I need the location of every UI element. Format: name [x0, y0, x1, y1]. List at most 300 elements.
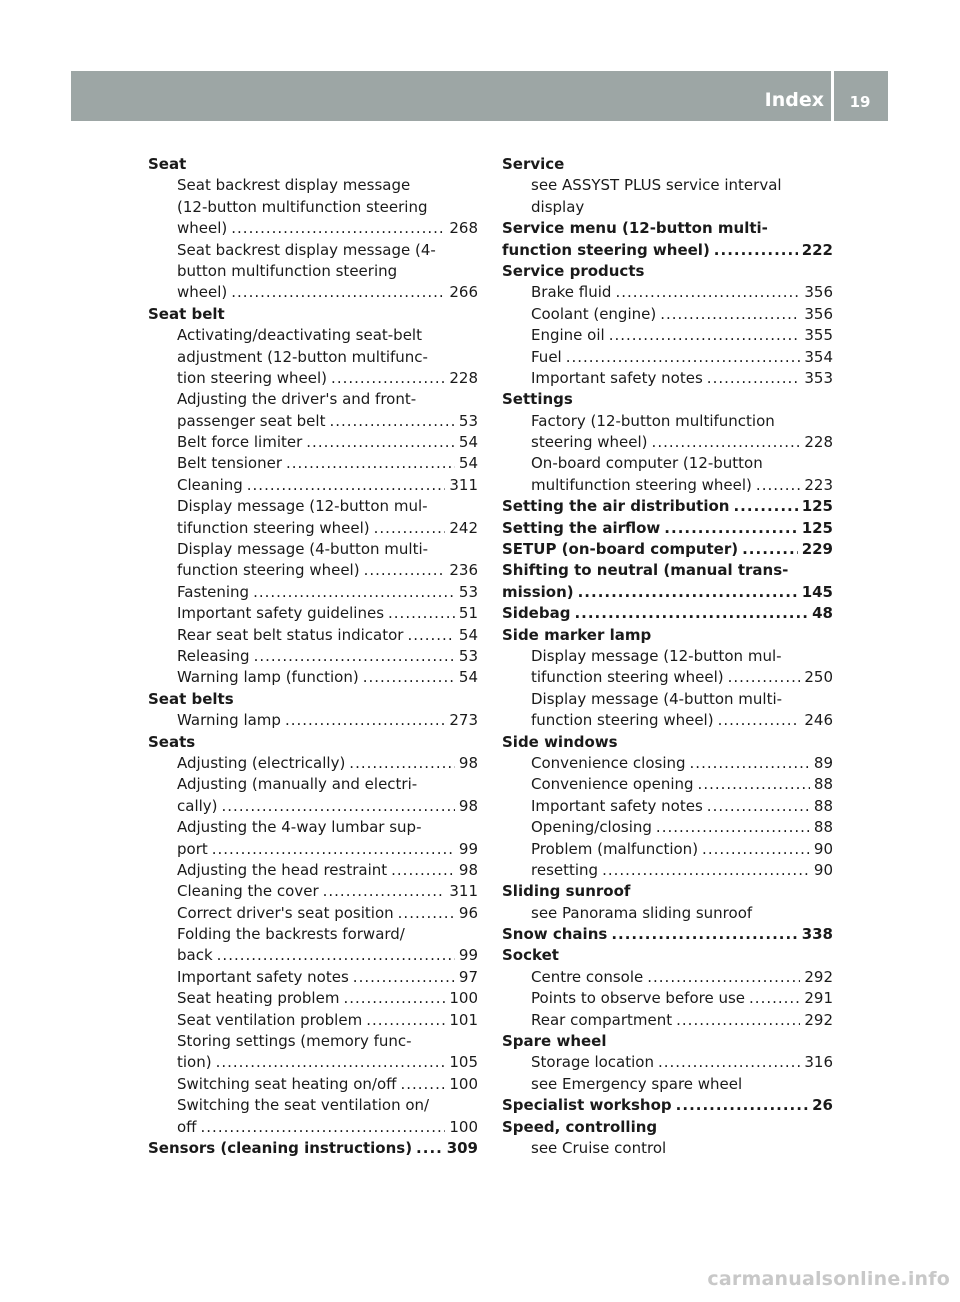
index-heading: [502, 518, 833, 539]
index-subentry: [502, 860, 833, 881]
index-subentry: [502, 753, 833, 774]
index-subentry: [148, 496, 478, 517]
leader-dots: [566, 347, 801, 368]
leader-dots: [364, 560, 446, 581]
index-subentry: [502, 646, 833, 667]
entry-text: tifunction steering wheel): [531, 668, 724, 687]
entry-text: Switching seat heating on/off: [177, 1074, 397, 1093]
index-heading: [502, 240, 833, 261]
index-subentry: [502, 1074, 833, 1095]
index-subentry: [148, 924, 478, 945]
entry-text: Seat belts: [148, 689, 234, 708]
index-subentry: [148, 1010, 478, 1031]
page-reference: 98: [458, 860, 478, 879]
leader-dots: [285, 710, 445, 731]
entry-text: Rear compartment: [531, 1010, 673, 1029]
index-heading: [502, 1031, 833, 1052]
leader-dots: [400, 1074, 445, 1095]
leader-dots: [749, 988, 800, 1009]
page-reference: 53: [458, 582, 478, 601]
index-subentry: [148, 347, 478, 368]
leader-dots: [702, 839, 810, 860]
entry-text: Convenience closing: [531, 753, 686, 772]
leader-dots: [676, 1095, 808, 1116]
entry-text: cally): [177, 796, 218, 815]
entry-text: button multifunction steering: [177, 261, 398, 280]
page-reference: 53: [458, 411, 478, 430]
entry-text: Fastening: [177, 582, 250, 601]
index-subentry: [148, 218, 478, 239]
index-subentry: [148, 1074, 478, 1095]
index-subentry: [148, 197, 478, 218]
index-heading: [502, 560, 833, 581]
index-subentry: [148, 282, 478, 303]
leader-dots: [306, 432, 455, 453]
leader-dots: [398, 903, 455, 924]
entry-text: Display message (4-button multi-: [177, 540, 429, 559]
entry-text: wheel): [177, 219, 228, 238]
index-heading: [502, 261, 833, 282]
entry-text: see Panorama sliding sunroof: [531, 903, 753, 922]
entry-text: multifunction steering wheel): [531, 475, 752, 494]
entry-text: Socket: [502, 946, 559, 965]
leader-dots: [216, 1052, 446, 1073]
entry-text: Storing settings (memory func-: [177, 1032, 412, 1051]
entry-text: Sensors (cleaning instructions): [148, 1138, 413, 1157]
leader-dots: [652, 432, 801, 453]
leader-dots: [391, 860, 455, 881]
entry-text: resetting: [531, 860, 599, 879]
index-subentry: [148, 667, 478, 688]
index-subentry: [148, 475, 478, 496]
entry-text: function steering wheel): [531, 711, 714, 730]
entry-text: Cleaning the cover: [177, 882, 319, 901]
index-heading: [148, 304, 478, 325]
entry-text: passenger seat belt: [177, 411, 326, 430]
leader-dots: [707, 368, 801, 389]
entry-text: adjustment (12-button multifunc-: [177, 347, 428, 366]
index-subentry: [502, 197, 833, 218]
entry-text: see Emergency spare wheel: [531, 1074, 743, 1093]
index-heading: [502, 732, 833, 753]
entry-text: Releasing: [177, 646, 250, 665]
index-subentry: [148, 839, 478, 860]
entry-text: Warning lamp: [177, 711, 281, 730]
entry-text: Seat backrest display message: [177, 176, 411, 195]
leader-dots: [366, 1010, 445, 1031]
index-subentry: [148, 560, 478, 581]
entry-text: Sliding sunroof: [502, 882, 631, 901]
leader-dots: [231, 218, 445, 239]
index-heading: [502, 603, 833, 624]
index-subentry: [148, 1052, 478, 1073]
leader-dots: [578, 582, 798, 603]
entry-text: Service menu (12-button multi-: [502, 219, 768, 238]
entry-text: Convenience opening: [531, 775, 694, 794]
page-reference: 242: [449, 518, 478, 537]
index-subentry: [148, 432, 478, 453]
entry-text: Important safety notes: [531, 796, 703, 815]
entry-text: Sidebag: [502, 604, 571, 623]
leader-dots: [742, 539, 798, 560]
page-reference: 316: [804, 1053, 833, 1072]
leader-dots: [714, 240, 798, 261]
index-heading: [502, 625, 833, 646]
entry-text: function steering wheel): [177, 561, 360, 580]
index-subentry: [502, 347, 833, 368]
entry-text: Spare wheel: [502, 1032, 607, 1051]
leader-dots: [416, 1138, 443, 1159]
page-reference: 54: [458, 433, 478, 452]
leader-dots: [698, 774, 810, 795]
entry-text: Settings: [502, 390, 573, 409]
index-heading: [502, 924, 833, 945]
entry-text: wheel): [177, 283, 228, 302]
entry-text: Storage location: [531, 1053, 654, 1072]
leader-dots: [574, 603, 808, 624]
entry-text: Folding the backrests forward/: [177, 925, 405, 944]
index-heading: [148, 154, 478, 175]
leader-dots: [658, 1052, 800, 1073]
index-heading: [502, 881, 833, 902]
index-subentry: [148, 1031, 478, 1052]
entry-text: Adjusting (electrically): [177, 753, 346, 772]
page-reference: 101: [449, 1010, 478, 1029]
index-subentry: [148, 881, 478, 902]
page-reference: 266: [449, 283, 478, 302]
entry-text: Display message (12-button mul-: [177, 497, 428, 516]
leader-dots: [329, 411, 454, 432]
entry-text: Adjusting the driver's and front-: [177, 390, 417, 409]
entry-text: Setting the air distribution: [502, 497, 730, 516]
index-subentry: [502, 903, 833, 924]
page-reference: 268: [449, 219, 478, 238]
index-heading: [502, 539, 833, 560]
leader-dots: [201, 1117, 446, 1138]
page-reference: 98: [458, 753, 478, 772]
leader-dots: [212, 839, 455, 860]
index-subentry: [148, 240, 478, 261]
entry-text: Problem (malfunction): [531, 839, 699, 858]
entry-text: Engine oil: [531, 326, 605, 345]
index-subentry: [502, 282, 833, 303]
leader-dots: [222, 796, 455, 817]
leader-dots: [676, 1010, 800, 1031]
page-reference: 26: [812, 1096, 833, 1115]
entry-text: Belt force limiter: [177, 433, 303, 452]
entry-text: Shifting to neutral (manual trans-: [502, 561, 789, 580]
entry-text: see ASSYST PLUS service interval: [531, 176, 782, 195]
page-reference: 100: [449, 989, 478, 1008]
page-reference: 353: [804, 368, 833, 387]
leader-dots: [388, 603, 455, 624]
entry-text: Cleaning: [177, 475, 243, 494]
page-reference: 54: [458, 668, 478, 687]
entry-text: Seats: [148, 732, 196, 751]
page-reference: 100: [449, 1117, 478, 1136]
index-subentry: [148, 903, 478, 924]
entry-text: Adjusting the 4-way lumbar sup-: [177, 818, 422, 837]
index-heading: [502, 1095, 833, 1116]
leader-dots: [231, 282, 445, 303]
entry-text: tion steering wheel): [177, 368, 328, 387]
index-subentry: [148, 603, 478, 624]
index-subentry: [502, 325, 833, 346]
entry-text: Speed, controlling: [502, 1117, 658, 1136]
page-reference: 291: [804, 989, 833, 1008]
page-reference: 98: [458, 796, 478, 815]
index-subentry: [502, 368, 833, 389]
entry-text: Warning lamp (function): [177, 668, 359, 687]
page-reference: 228: [449, 368, 478, 387]
page-reference: 51: [458, 604, 478, 623]
page-reference: 228: [804, 433, 833, 452]
leader-dots: [718, 710, 801, 731]
page-reference: 356: [804, 283, 833, 302]
page-reference: 48: [812, 604, 833, 623]
index-subentry: [148, 518, 478, 539]
page-reference: 311: [449, 882, 478, 901]
index-subentry: [502, 774, 833, 795]
entry-text: On-board computer (12-button: [531, 454, 763, 473]
index-subentry: [502, 432, 833, 453]
leader-dots: [247, 475, 446, 496]
index-subentry: [148, 411, 478, 432]
leader-dots: [343, 988, 445, 1009]
leader-dots: [656, 817, 810, 838]
entry-text: Activating/deactivating seat-belt: [177, 326, 422, 345]
page-reference: 125: [801, 497, 833, 516]
entry-text: Service products: [502, 261, 645, 280]
entry-text: Specialist workshop: [502, 1096, 672, 1115]
page-reference: 88: [813, 796, 833, 815]
entry-text: Fuel: [531, 347, 562, 366]
entry-text: Switching the seat ventilation on/: [177, 1096, 430, 1115]
entry-text: Coolant (engine): [531, 304, 657, 323]
leader-dots: [664, 518, 797, 539]
index-heading: [502, 496, 833, 517]
entry-text: Seat belt: [148, 304, 225, 323]
entry-text: steering wheel): [531, 433, 648, 452]
index-subentry: [502, 839, 833, 860]
page-reference: 88: [813, 818, 833, 837]
index-subentry: [148, 325, 478, 346]
leader-dots: [728, 667, 801, 688]
leader-dots: [609, 325, 801, 346]
leader-dots: [286, 453, 455, 474]
index-heading: [502, 389, 833, 410]
leader-dots: [690, 753, 810, 774]
entry-text: tion): [177, 1053, 212, 1072]
page-reference: 90: [813, 860, 833, 879]
page-number: 19: [849, 93, 871, 111]
index-subentry: [148, 261, 478, 282]
index-subentry: [502, 796, 833, 817]
index-subentry: [148, 1095, 478, 1116]
page-reference: 88: [813, 775, 833, 794]
page-reference: 222: [801, 240, 833, 259]
page-reference: 250: [804, 668, 833, 687]
leader-dots: [660, 304, 800, 325]
index-heading: [502, 218, 833, 239]
entry-text: Adjusting (manually and electri-: [177, 775, 418, 794]
leader-dots: [602, 860, 810, 881]
index-subentry: [502, 175, 833, 196]
entry-text: Display message (12-button mul-: [531, 646, 782, 665]
index-heading: [502, 154, 833, 175]
index-subentry: [148, 646, 478, 667]
index-subentry: [502, 988, 833, 1009]
entry-text: Adjusting the head restraint: [177, 860, 388, 879]
index-heading: [148, 732, 478, 753]
entry-text: Points to observe before use: [531, 989, 746, 1008]
page-reference: 354: [804, 347, 833, 366]
leader-dots: [254, 646, 455, 667]
page-reference: 246: [804, 711, 833, 730]
entry-text: Centre console: [531, 967, 644, 986]
entry-text: Brake fluid: [531, 283, 612, 302]
page-reference: 311: [449, 475, 478, 494]
leader-dots: [323, 881, 446, 902]
index-subentry: [148, 175, 478, 196]
index-subentry: [502, 304, 833, 325]
index-subentry: [148, 860, 478, 881]
page-reference: 97: [458, 967, 478, 986]
entry-text: Side marker lamp: [502, 625, 652, 644]
index-subentry: [148, 389, 478, 410]
entry-text: function steering wheel): [502, 240, 710, 259]
index-heading: [502, 945, 833, 966]
leader-dots: [363, 667, 455, 688]
page-reference: 236: [449, 561, 478, 580]
leader-dots: [407, 625, 454, 646]
page-reference: 99: [458, 946, 478, 965]
index-subentry: [148, 817, 478, 838]
index-subentry: [148, 1117, 478, 1138]
index-subentry: [148, 753, 478, 774]
index-subentry: [502, 667, 833, 688]
entry-text: Important safety notes: [177, 967, 349, 986]
entry-text: tifunction steering wheel): [177, 518, 370, 537]
entry-text: see Cruise control: [531, 1138, 667, 1157]
entry-text: port: [177, 839, 208, 858]
page-reference: 54: [458, 454, 478, 473]
entry-text: Opening/closing: [531, 818, 652, 837]
entry-text: Seat backrest display message (4-: [177, 240, 436, 259]
entry-text: mission): [502, 582, 574, 601]
page-reference: 273: [449, 711, 478, 730]
entry-text: (12-button multifunction steering: [177, 197, 428, 216]
entry-text: Important safety notes: [531, 368, 703, 387]
entry-text: Factory (12-button multifunction: [531, 411, 775, 430]
page-reference: 99: [458, 839, 478, 858]
entry-text: back: [177, 946, 213, 965]
index-subentry: [502, 689, 833, 710]
index-subentry: [148, 710, 478, 731]
index-subentry: [148, 368, 478, 389]
page-reference: 100: [449, 1074, 478, 1093]
header-separator: [831, 71, 834, 121]
entry-text: Display message (4-button multi-: [531, 689, 783, 708]
entry-text: Side windows: [502, 732, 618, 751]
entry-text: Seat: [148, 155, 187, 173]
leader-dots: [217, 945, 455, 966]
entry-text: off: [177, 1117, 197, 1136]
leader-dots: [253, 582, 455, 603]
index-subentry: [148, 796, 478, 817]
leader-dots: [353, 967, 455, 988]
index-subentry: [502, 710, 833, 731]
entry-text: Important safety guidelines: [177, 604, 385, 623]
index-subentry: [502, 1052, 833, 1073]
index-heading: [502, 582, 833, 603]
index-subentry: [502, 1138, 833, 1159]
index-subentry: [148, 453, 478, 474]
entry-text: SETUP (on-board computer): [502, 540, 739, 559]
entry-text: Correct driver's seat position: [177, 903, 394, 922]
entry-text: Rear seat belt status indicator: [177, 625, 404, 644]
index-subentry: [502, 1010, 833, 1031]
leader-dots: [331, 368, 445, 389]
page-reference: 309: [446, 1138, 478, 1157]
entry-text: display: [531, 197, 585, 216]
leader-dots: [756, 475, 800, 496]
index-subentry: [148, 988, 478, 1009]
page-reference: 125: [801, 518, 833, 537]
page-reference: 229: [801, 540, 833, 559]
index-column-right: [502, 154, 833, 1159]
leader-dots: [349, 753, 455, 774]
index-subentry: [502, 817, 833, 838]
entry-text: Belt tensioner: [177, 454, 283, 473]
index-heading: [148, 689, 478, 710]
entry-text: Seat heating problem: [177, 989, 340, 1008]
leader-dots: [733, 496, 797, 517]
leader-dots: [707, 796, 810, 817]
entry-text: Service: [502, 155, 565, 173]
page-reference: 90: [813, 839, 833, 858]
page-reference: 145: [801, 582, 833, 601]
index-subentry: [148, 625, 478, 646]
index-subentry: [502, 967, 833, 988]
page-reference: 53: [458, 646, 478, 665]
page-reference: 223: [804, 475, 833, 494]
index-subentry: [148, 539, 478, 560]
index-heading: [502, 1117, 833, 1138]
index-subentry: [148, 945, 478, 966]
page-reference: 292: [804, 1010, 833, 1029]
page-reference: 292: [804, 967, 833, 986]
page-reference: 54: [458, 625, 478, 644]
index-heading: [148, 1138, 478, 1159]
index-subentry: [148, 774, 478, 795]
leader-dots: [611, 924, 797, 945]
index-subentry: [148, 967, 478, 988]
entry-text: Setting the airflow: [502, 518, 661, 537]
page-reference: 356: [804, 304, 833, 323]
index-column-left: [148, 154, 478, 1159]
page-reference: 96: [458, 903, 478, 922]
index-subentry: [148, 582, 478, 603]
index-subentry: [502, 453, 833, 474]
page-reference: 355: [804, 326, 833, 345]
index-subentry: [502, 411, 833, 432]
entry-text: Snow chains: [502, 925, 608, 944]
section-title: Index: [764, 89, 824, 111]
leader-dots: [615, 282, 800, 303]
leader-dots: [374, 518, 446, 539]
page-reference: 89: [813, 753, 833, 772]
